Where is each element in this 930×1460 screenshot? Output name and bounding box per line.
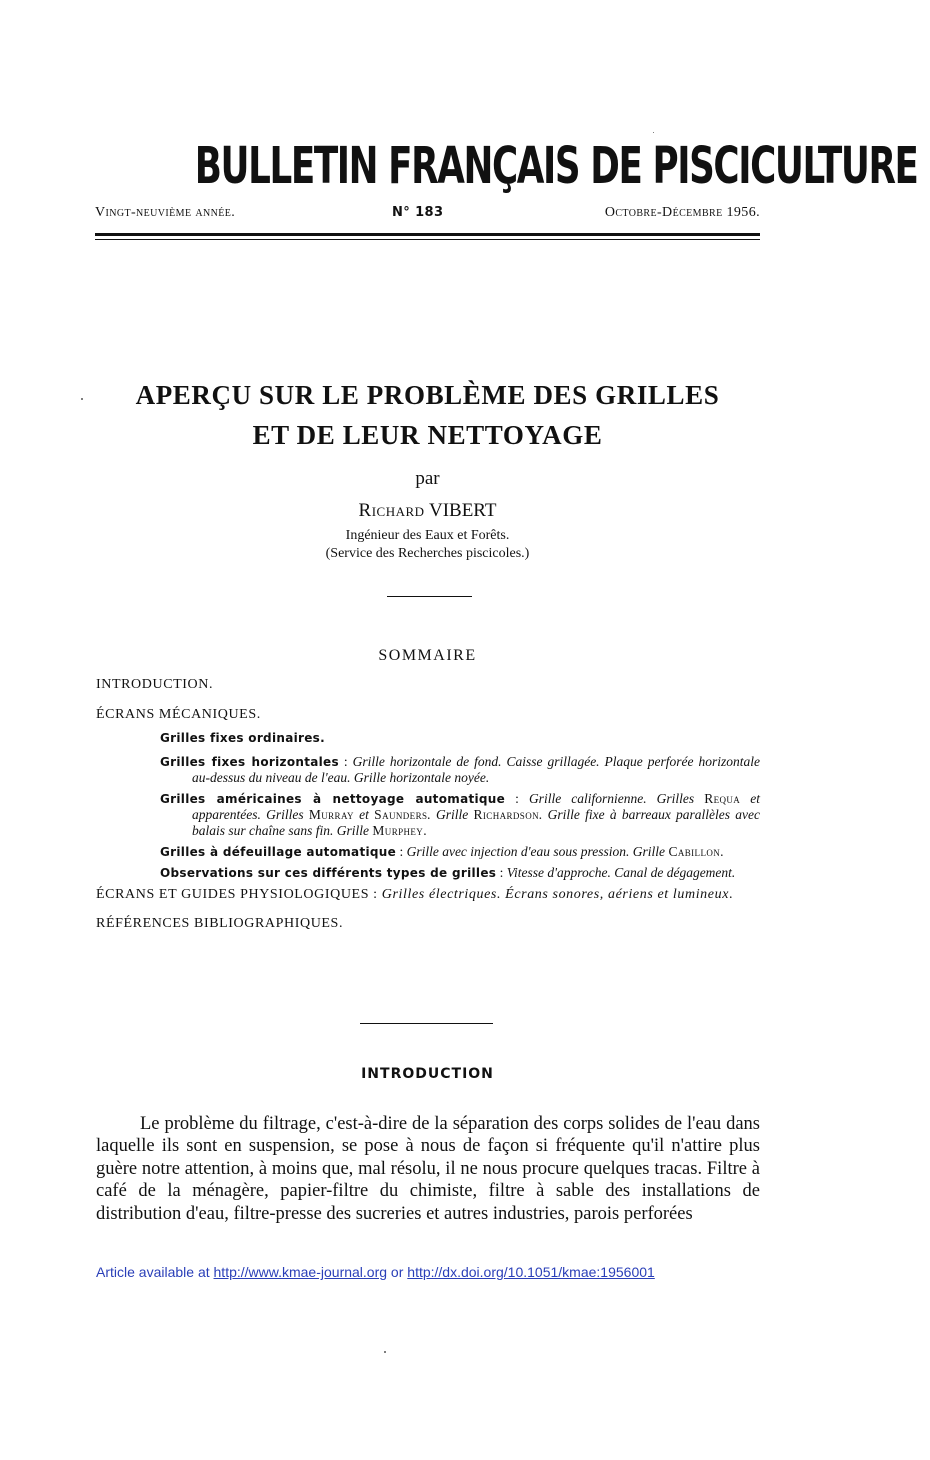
toc-ecrans-physiologiques xyxy=(96,887,760,903)
toc-item-label: Observations sur ces différents types de grilles xyxy=(160,866,497,880)
toc-item-details: Grille avec injection d'eau sous pression. Grille xyxy=(406,844,669,859)
toc-references: RÉFÉRENCES BIBLIOGRAPHIQUES. xyxy=(96,916,344,931)
toc-item-details: Grilles électriques. Écrans sonores, aériens et lumineux xyxy=(381,887,730,902)
scan-speck xyxy=(384,1351,386,1353)
introduction-paragraph: Le problème du filtrage, c'est-à-dire de la séparation des corps solides de l'eau dans laquelle ils sont en suspension, se pose à nous de façon si fréquente qu'il n'attire plus guère notre attention, à moins que, mal résolu, il ne nous procure quelques tracas. Filtre à café de la ménagère, papier-filtre du chimiste, filtre à sable des installations de distribution d'eau, filtre-presse des sucreries et autres industries, parois perforées xyxy=(96,1114,760,1224)
footer-prefix: Article available at xyxy=(96,1264,214,1280)
article-title-line1: APERÇU SUR LE PROBLÈME DES GRILLES xyxy=(135,380,720,410)
toc-item-label: Grilles fixes horizontales xyxy=(160,755,339,769)
sommaire-heading: SOMMAIRE xyxy=(378,647,477,664)
article-footer xyxy=(96,1264,655,1280)
toc-name-requa: Requa xyxy=(704,791,741,806)
introduction-heading: INTRODUCTION xyxy=(361,1066,494,1082)
author-affiliation-2: (Service des Recherches piscicoles.) xyxy=(325,546,530,561)
header-rule-thick xyxy=(95,233,760,236)
toc-name-murray: Murray xyxy=(308,807,354,822)
toc-separator: : xyxy=(505,791,529,806)
table-of-contents xyxy=(96,676,760,945)
toc-name-murphey: Murphey xyxy=(372,823,424,838)
toc-punct: . xyxy=(729,887,734,902)
issue-number: N° 183 xyxy=(392,205,444,220)
issue-line xyxy=(95,205,760,223)
date-label: Octobre-Décembre 1956. xyxy=(604,205,760,220)
doi-link[interactable]: http://dx.doi.org/10.1051/kmae:1956001 xyxy=(407,1264,655,1280)
toc-item-observations xyxy=(160,865,760,881)
toc-introduction: INTRODUCTION. xyxy=(96,677,214,692)
author-name xyxy=(95,500,760,522)
toc-item-details: . Grille fixe à barreaux parallèles avec balais sur chaîne sans fin. Grille xyxy=(192,807,761,838)
article-title-line2: ET DE LEUR NETTOYAGE xyxy=(252,420,603,450)
toc-item-details: et xyxy=(353,807,375,822)
toc-item-label: Grilles américaines à nettoyage automatique xyxy=(160,792,506,806)
toc-separator: : xyxy=(396,844,407,859)
year-label: Vingt-neuvième année. xyxy=(95,205,236,220)
toc-item-grilles-americaines xyxy=(160,791,760,839)
toc-punct: . xyxy=(720,844,724,859)
toc-item-grilles-fixes-ordinaires xyxy=(160,730,760,746)
toc-item-label: Grilles à défeuillage automatique xyxy=(160,845,397,859)
toc-section-label: ÉCRANS ET GUIDES PHYSIOLOGIQUES : xyxy=(96,887,382,902)
footer-or: or xyxy=(387,1264,408,1280)
toc-name-cabillon: Cabillon xyxy=(668,844,721,859)
toc-item-details: Grille horizontale de fond. Caisse grillagée. Plaque perforée horizontale au-dessus du niveau de l'eau. Grille horizontale noyée. xyxy=(192,754,760,785)
scan-speck xyxy=(81,398,83,400)
toc-item-grilles-defeuillage xyxy=(160,844,760,860)
header-rule-thin xyxy=(95,239,760,240)
journal-title: BULLETIN FRANÇAIS DE PISCICULTURE xyxy=(194,137,918,196)
toc-separator: : xyxy=(338,754,353,769)
author-affiliation-1: Ingénieur des Eaux et Forêts. xyxy=(345,528,510,543)
toc-name-richardson: Richardson xyxy=(473,807,540,822)
author-last-name: VIBERT xyxy=(428,500,497,521)
toc-ecrans-mecaniques: ÉCRANS MÉCANIQUES. xyxy=(96,707,261,722)
scan-speck xyxy=(653,132,654,133)
toc-item-details: . Grille xyxy=(427,807,474,822)
toc-separator: : xyxy=(496,865,507,880)
byline-par: par xyxy=(415,468,440,489)
toc-item-label: Grilles fixes ordinaires. xyxy=(160,731,325,745)
toc-item-details: et apparentées. Grilles xyxy=(192,791,760,822)
toc-punct: . xyxy=(423,823,427,838)
separator-rule xyxy=(360,1023,493,1024)
toc-item-details: Vitesse d'approche. Canal de dégagement. xyxy=(506,865,736,880)
toc-item-grilles-fixes-horizontales xyxy=(160,754,760,786)
separator-rule xyxy=(387,596,472,597)
toc-name-saunders: Saunders xyxy=(374,807,428,822)
journal-link[interactable]: http://www.kmae-journal.org xyxy=(213,1264,388,1280)
toc-item-details: Grille californienne. Grilles xyxy=(528,791,705,806)
author-first-name: Richard xyxy=(358,500,425,521)
